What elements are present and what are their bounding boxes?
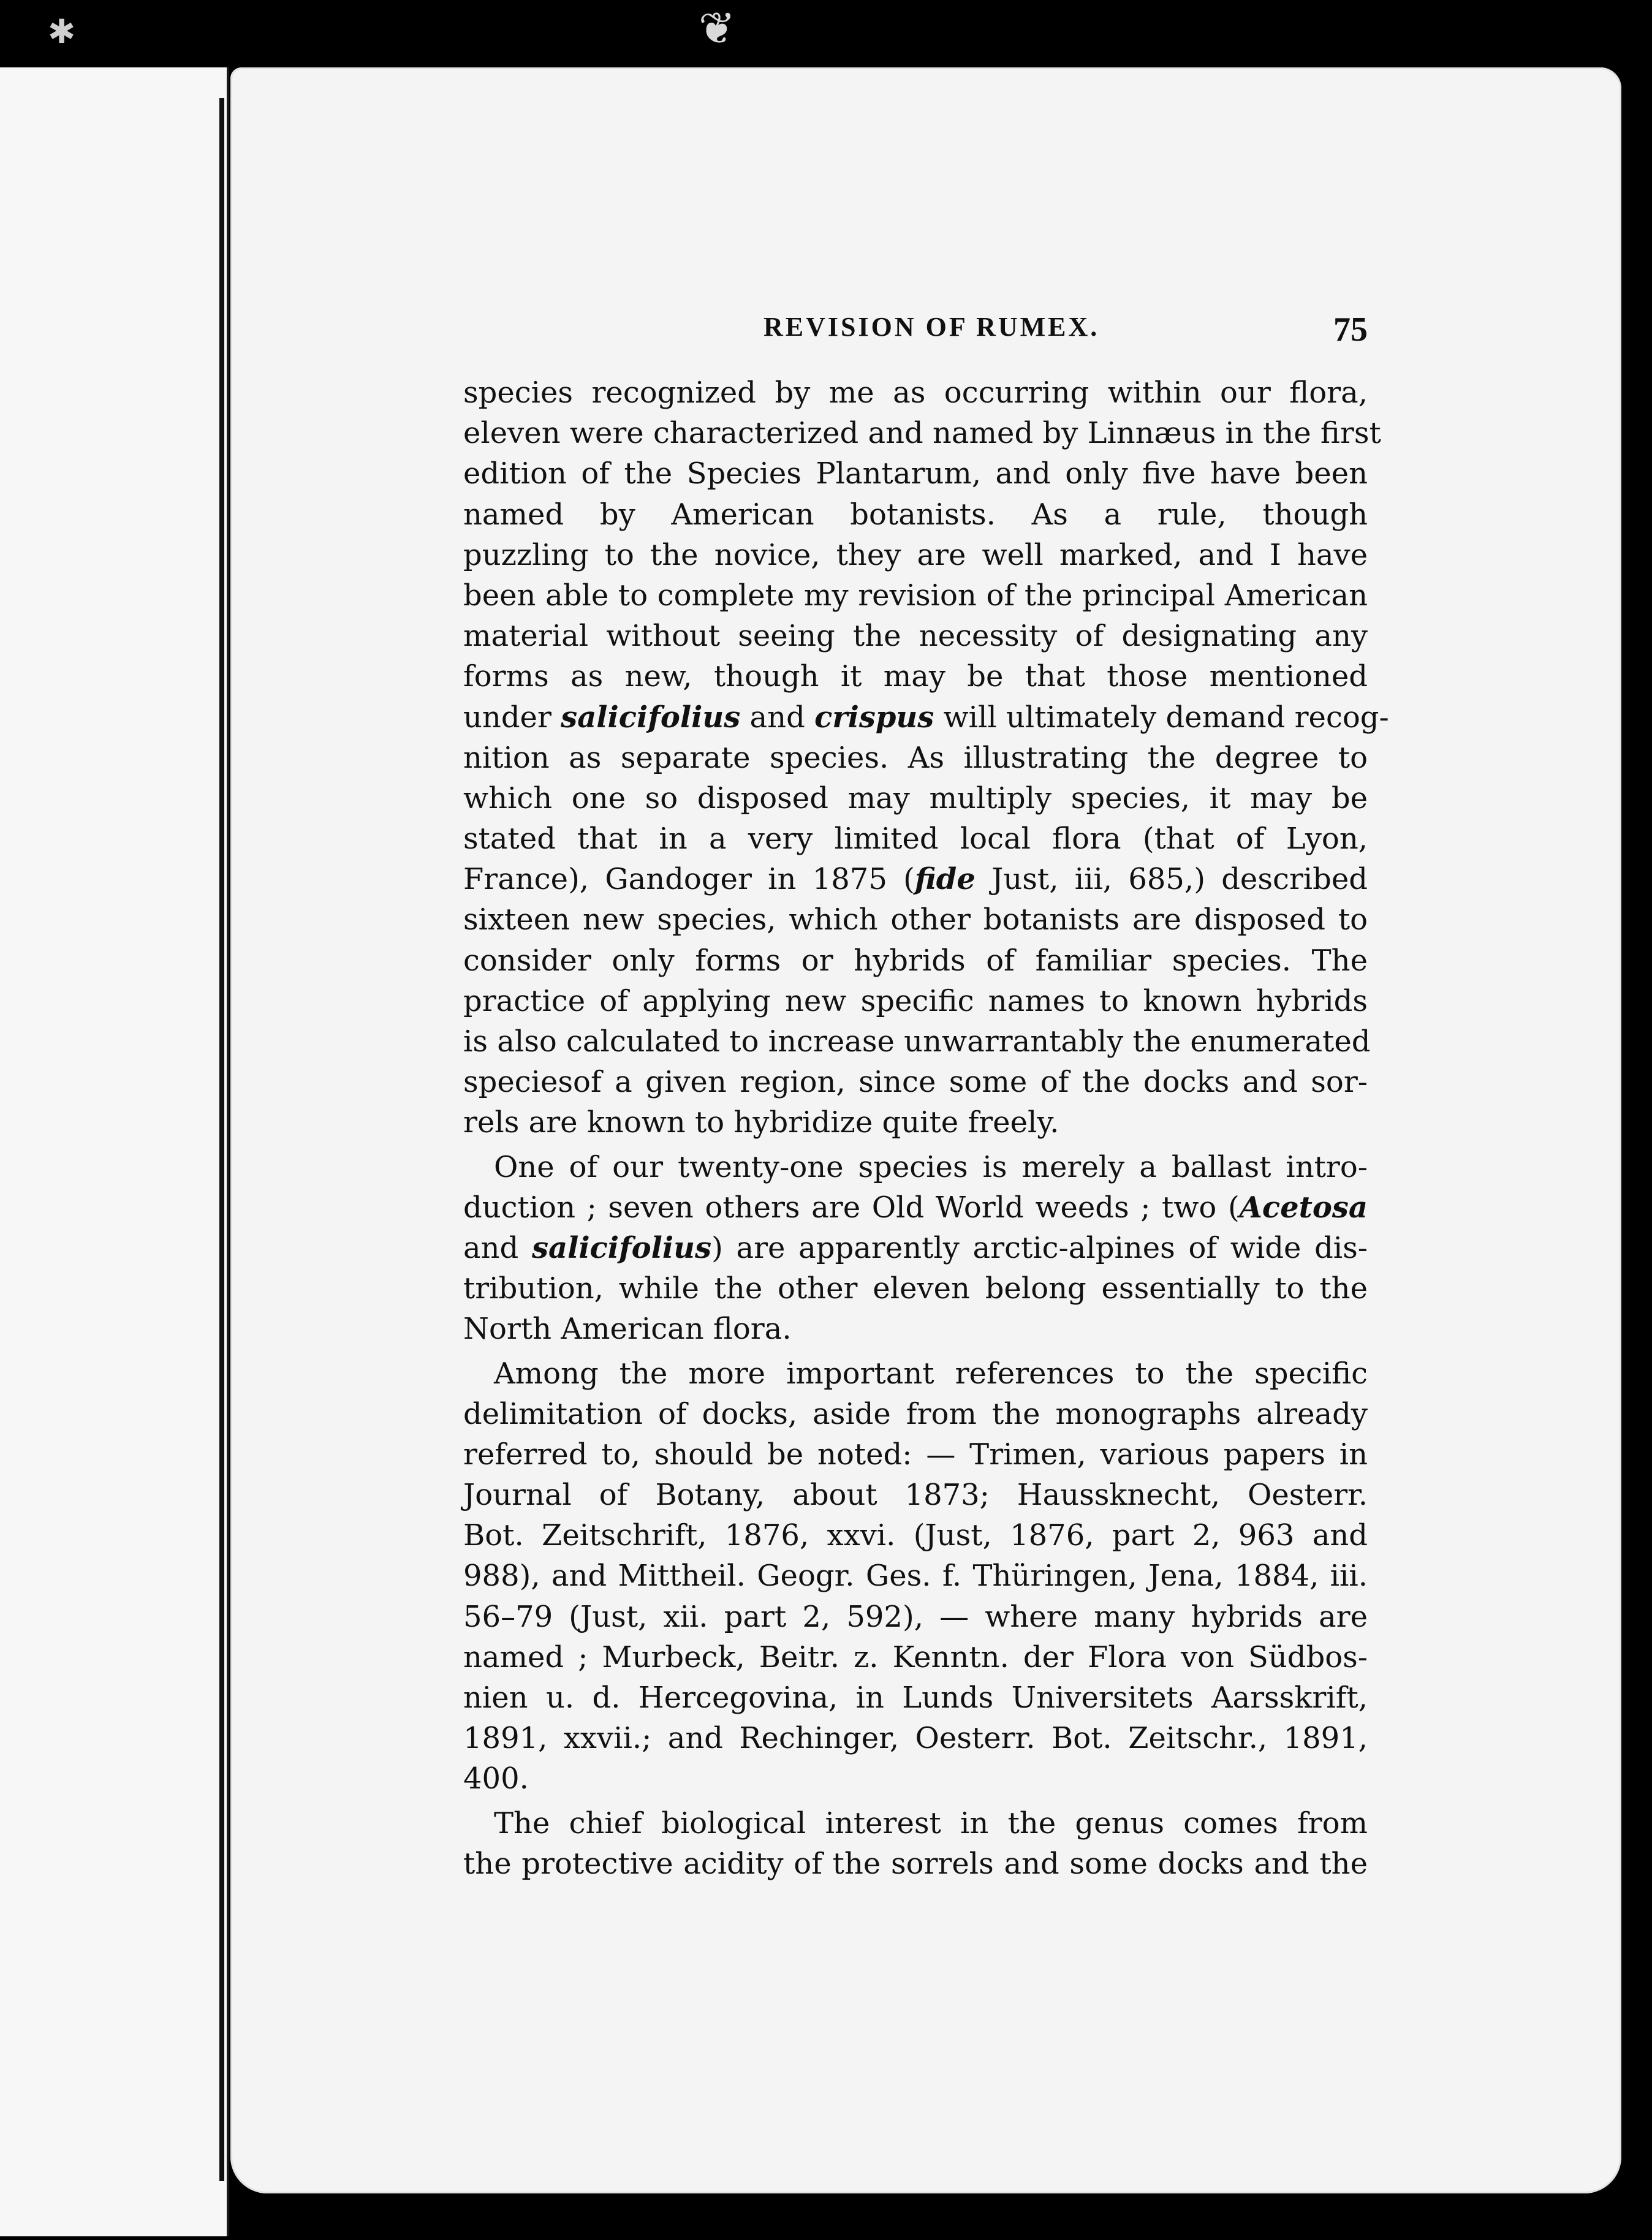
binding-clip-icon: ❦: [698, 2, 736, 54]
text-line: material without seeing the necessity of designating any: [463, 619, 1368, 654]
text-line: North American flora.: [463, 1312, 792, 1347]
text-line: 56–79 (Just, xii. part 2, 592), — where many hybrids are: [463, 1599, 1368, 1634]
text-line: eleven were characterized and named by Linnæus in the first: [463, 416, 1381, 451]
text-line: puzzling to the novice, they are well marked, and I have: [463, 537, 1368, 572]
paragraph: [463, 373, 1389, 1143]
italic-term: salicifolius: [531, 1230, 712, 1265]
text-line: tribution, while the other eleven belong essentially to the: [463, 1271, 1368, 1306]
text-line: 1891, xxvii.; and Rechinger, Oesterr. Bot. Zeitschr., 1891,: [463, 1721, 1368, 1756]
text-line: is also calculated to increase unwarrantably the enumerated: [463, 1024, 1371, 1059]
text-line: The chief biological interest in the genus comes from: [494, 1806, 1368, 1841]
text-line: under salicifolius and crispus will ultimately demand recog-: [463, 700, 1389, 735]
paragraph: [463, 1353, 1368, 1799]
text-line: species recognized by me as occurring within our flora,: [463, 376, 1368, 410]
facing-page-edge: [0, 67, 229, 2236]
text-line: 400.: [463, 1761, 529, 1796]
text-line: 988), and Mittheil. Geogr. Ges. f. Thüringen, Jena, 1884, iii.: [463, 1559, 1368, 1594]
text-line: nition as separate species. As illustrating the degree to: [463, 740, 1368, 775]
text-line: delimitation of docks, aside from the monographs already: [463, 1396, 1368, 1431]
italic-term: Acetosa: [1239, 1190, 1368, 1225]
text-line: been able to complete my revision of the principal American: [463, 578, 1368, 613]
text-line: consider only forms or hybrids of familiar species. The: [463, 943, 1368, 978]
text-line: named by American botanists. As a rule, though: [463, 497, 1368, 532]
gutter-shadow: [219, 98, 224, 2181]
text-line: and salicifolius) are apparently arctic-alpines of wide dis-: [463, 1230, 1368, 1265]
text-line: France), Gandoger in 1875 (fide Just, iii, 685,) described: [463, 862, 1368, 897]
page-number: 75: [1333, 311, 1368, 349]
running-head: REVISION OF RUMEX.: [763, 312, 1100, 342]
scan-corner-mark: ✱: [48, 12, 76, 51]
italic-term: fide: [914, 862, 976, 897]
text-line: rels are known to hybridize quite freely.: [463, 1105, 1059, 1140]
text-line: Journal of Botany, about 1873; Haussknecht, Oesterr.: [463, 1478, 1368, 1513]
text-line: forms as new, though it may be that those mentioned: [463, 659, 1368, 694]
text-line: Bot. Zeitschrift, 1876, xxvi. (Just, 1876, part 2, 963 and: [463, 1518, 1368, 1553]
text-line: speciesof a given region, since some of the docks and sor-: [463, 1065, 1368, 1100]
text-line: which one so disposed may multiply species, it may be: [463, 781, 1368, 815]
paragraph: [463, 1803, 1368, 1884]
text-line: Among the more important references to the specific: [494, 1356, 1368, 1391]
text-line: One of our twenty-one species is merely a ballast intro-: [494, 1149, 1368, 1184]
text-line: duction ; seven others are Old World weeds ; two (Acetosa: [463, 1190, 1368, 1225]
text-line: edition of the Species Plantarum, and only five have been: [463, 456, 1368, 491]
text-line: sixteen new species, which other botanists are disposed to: [463, 902, 1368, 937]
italic-term: salicifolius: [561, 700, 741, 735]
text-line: referred to, should be noted: — Trimen, various papers in: [463, 1437, 1368, 1472]
text-line: stated that in a very limited local flora (that of Lyon,: [463, 822, 1368, 857]
text-line: the protective acidity of the sorrels and some docks and the: [463, 1846, 1368, 1881]
text-line: nien u. d. Hercegovina, in Lunds Universitets Aarsskrift,: [463, 1681, 1368, 1715]
italic-term: crispus: [814, 700, 934, 735]
body-text: [463, 373, 1389, 1884]
text-line: practice of applying new specific names to known hybrids: [463, 983, 1368, 1018]
paragraph: [463, 1147, 1368, 1350]
text-line: named ; Murbeck, Beitr. z. Kenntn. der Flora von Südbos-: [463, 1640, 1368, 1674]
